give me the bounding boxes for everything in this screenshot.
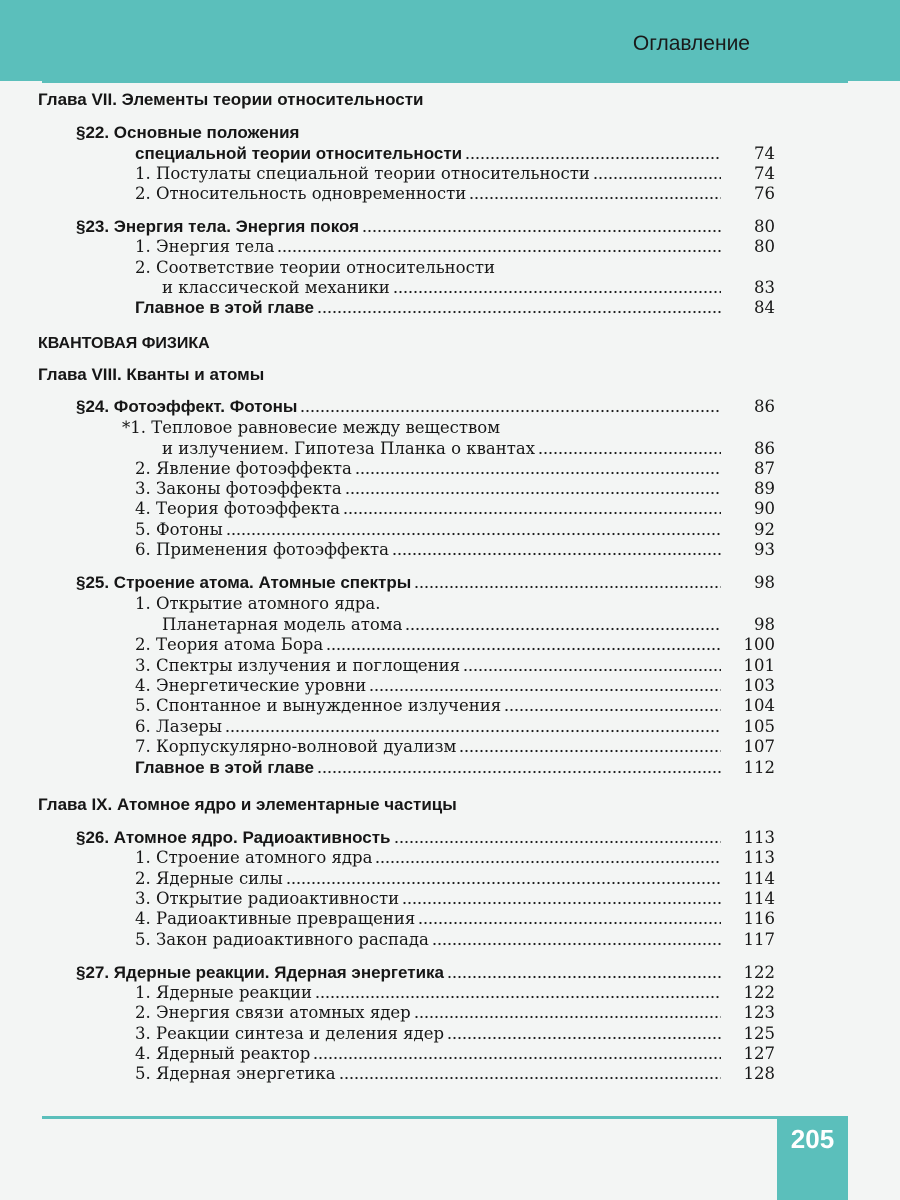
entry-text: §27. Ядерные реакции. Ядерная энергетика bbox=[76, 963, 444, 982]
page-number: 113 bbox=[743, 828, 775, 847]
page-number: 98 bbox=[754, 615, 775, 634]
leader-dots bbox=[405, 627, 721, 631]
toc-entry[interactable] bbox=[135, 930, 775, 950]
toc-entry[interactable] bbox=[135, 1044, 775, 1064]
entry-text: 7. Корпускулярно-волновой дуализм bbox=[135, 737, 457, 756]
entry-text: 5. Фотоны bbox=[135, 520, 223, 539]
entry-text: 5. Спонтанное и вынужденное излучения bbox=[135, 696, 502, 715]
page-number: 105 bbox=[743, 717, 775, 736]
toc-entry[interactable] bbox=[135, 499, 775, 519]
entry-text: 2. Явление фотоэффекта bbox=[135, 459, 352, 478]
page-number: 116 bbox=[743, 909, 775, 928]
page-number: 112 bbox=[743, 758, 775, 777]
entry-text: §25. Строение атома. Атомные спектры bbox=[76, 573, 412, 592]
leader-dots bbox=[447, 1036, 721, 1040]
entry-text: 3. Законы фотоэффекта bbox=[135, 479, 342, 498]
toc-entry[interactable] bbox=[135, 676, 775, 696]
entry-text: 1. Строение атомного ядра bbox=[135, 848, 373, 867]
page-number: 93 bbox=[754, 540, 775, 559]
page-number: 89 bbox=[754, 479, 775, 498]
page-number: 125 bbox=[743, 1024, 775, 1043]
page-number: 98 bbox=[754, 573, 775, 592]
toc-entry[interactable] bbox=[135, 983, 775, 1003]
page-number: 84 bbox=[754, 298, 775, 317]
part-heading: КВАНТОВАЯ ФИЗИКА bbox=[38, 335, 210, 352]
toc-entry[interactable] bbox=[135, 848, 775, 868]
page-number: 107 bbox=[743, 737, 775, 756]
leader-dots bbox=[447, 975, 721, 979]
entry-text: 4. Ядерный реактор bbox=[135, 1044, 311, 1063]
entry-text: 2. Соответствие теории относительности bbox=[135, 258, 495, 277]
page-number: 127 bbox=[743, 1044, 775, 1063]
page-number: 122 bbox=[743, 963, 775, 982]
toc-entry[interactable] bbox=[162, 615, 775, 635]
entry-text: 4. Энергетические уровни bbox=[135, 676, 367, 695]
leader-dots bbox=[432, 942, 721, 946]
entry-text: Главное в этой главе bbox=[135, 758, 314, 777]
entry-text: 5. Ядерная энергетика bbox=[135, 1064, 336, 1083]
page-number: 114 bbox=[743, 869, 775, 888]
leader-dots bbox=[538, 451, 721, 455]
leader-dots bbox=[317, 310, 721, 314]
leader-dots bbox=[225, 729, 721, 733]
leader-dots bbox=[394, 840, 722, 844]
leader-dots bbox=[355, 471, 721, 475]
leader-dots bbox=[286, 881, 721, 885]
leader-dots bbox=[343, 511, 721, 515]
toc-entry[interactable] bbox=[76, 217, 775, 237]
entry-text: и излучением. Гипотеза Планка о квантах bbox=[162, 439, 535, 458]
toc-entry[interactable] bbox=[135, 656, 775, 676]
leader-dots bbox=[402, 901, 721, 905]
toc-entry[interactable] bbox=[135, 144, 775, 164]
page-number: 122 bbox=[743, 983, 775, 1002]
entry-text: 6. Лазеры bbox=[135, 717, 223, 736]
entry-text: *1. Тепловое равновесие между веществом bbox=[122, 418, 501, 437]
page-number: 76 bbox=[754, 184, 775, 203]
leader-dots bbox=[418, 921, 721, 925]
leader-dots bbox=[465, 156, 721, 160]
entry-text: 6. Применения фотоэффекта bbox=[135, 540, 389, 559]
chapter-heading: Глава IX. Атомное ядро и элементарные частицы bbox=[38, 795, 457, 814]
toc-entry[interactable] bbox=[135, 520, 775, 540]
leader-dots bbox=[339, 1076, 721, 1080]
page-number: 123 bbox=[743, 1003, 775, 1022]
toc-entry[interactable] bbox=[135, 1064, 775, 1084]
leader-dots bbox=[463, 668, 721, 672]
entry-text: и классической механики bbox=[162, 278, 390, 297]
toc-entry[interactable] bbox=[162, 439, 775, 459]
entry-text: 1. Открытие атомного ядра. bbox=[135, 594, 381, 613]
leader-dots bbox=[393, 290, 721, 294]
toc-entry[interactable] bbox=[135, 237, 775, 257]
page-number: 80 bbox=[754, 217, 775, 236]
entry-text: Планетарная модель атома bbox=[162, 615, 403, 634]
leader-dots bbox=[369, 688, 721, 692]
toc-entry[interactable] bbox=[135, 164, 775, 184]
footer-rule bbox=[42, 1116, 777, 1119]
toc-entry[interactable] bbox=[76, 828, 775, 848]
leader-dots bbox=[313, 1056, 721, 1060]
page-number: 80 bbox=[754, 237, 775, 256]
entry-text: 1. Ядерные реакции bbox=[135, 983, 313, 1002]
page-number: 100 bbox=[743, 635, 775, 654]
leader-dots bbox=[277, 249, 721, 253]
entry-text: 2. Теория атома Бора bbox=[135, 635, 324, 654]
page-number: 114 bbox=[743, 889, 775, 908]
leader-dots bbox=[459, 749, 721, 753]
toc-entry[interactable] bbox=[162, 278, 775, 298]
entry-text: специальной теории относительности bbox=[135, 144, 463, 163]
entry-text: 5. Закон радиоактивного распада bbox=[135, 930, 429, 949]
entry-text: §24. Фотоэффект. Фотоны bbox=[76, 397, 298, 416]
toc-entry[interactable] bbox=[135, 459, 775, 479]
page-number: 86 bbox=[754, 397, 775, 416]
entry-text: Главное в этой главе bbox=[135, 298, 314, 317]
toc-entry[interactable] bbox=[76, 573, 775, 593]
toc-entry[interactable] bbox=[135, 717, 775, 737]
entry-text: 2. Ядерные силы bbox=[135, 869, 283, 888]
toc-entry[interactable] bbox=[135, 298, 775, 318]
toc-entry[interactable] bbox=[76, 963, 775, 983]
page-number: 113 bbox=[743, 848, 775, 867]
toc-entry[interactable] bbox=[135, 1003, 775, 1023]
page-number: 92 bbox=[754, 520, 775, 539]
entry-text: 2. Энергия связи атомных ядер bbox=[135, 1003, 411, 1022]
entry-text: 1. Энергия тела bbox=[135, 237, 275, 256]
leader-dots bbox=[414, 585, 721, 589]
page-number: 87 bbox=[754, 459, 775, 478]
page-number: 128 bbox=[743, 1064, 775, 1083]
toc-entry[interactable] bbox=[135, 758, 775, 778]
leader-dots bbox=[392, 552, 721, 556]
page-number: 101 bbox=[743, 656, 775, 675]
leader-dots bbox=[317, 770, 721, 774]
toc-entry[interactable] bbox=[135, 479, 775, 499]
section-title: §22. Основные положения bbox=[76, 123, 300, 142]
leader-dots bbox=[226, 532, 721, 536]
toc-entry[interactable] bbox=[135, 869, 775, 889]
leader-dots bbox=[414, 1015, 721, 1019]
entry-text: 4. Радиоактивные превращения bbox=[135, 909, 416, 928]
entry-text: §23. Энергия тела. Энергия покоя bbox=[76, 217, 360, 236]
page-number-badge: 205 bbox=[790, 1124, 835, 1154]
page-number: 90 bbox=[754, 499, 775, 518]
page-number: 74 bbox=[754, 144, 775, 163]
entry-text: 2. Относительность одновременности bbox=[135, 184, 467, 203]
entry-text: 4. Теория фотоэффекта bbox=[135, 499, 340, 518]
chapter-heading: Глава VII. Элементы теории относительности bbox=[38, 90, 424, 109]
leader-dots bbox=[326, 647, 721, 651]
toc-entry[interactable] bbox=[135, 184, 775, 204]
toc-entry[interactable] bbox=[135, 635, 775, 655]
entry-text: 1. Постулаты специальной теории относительности bbox=[135, 164, 590, 183]
leader-dots bbox=[469, 196, 721, 200]
leader-dots bbox=[593, 176, 721, 180]
toc-entry[interactable] bbox=[135, 889, 775, 909]
toc-entry[interactable] bbox=[135, 696, 775, 716]
chapter-heading: Глава VIII. Кванты и атомы bbox=[38, 365, 265, 384]
leader-dots bbox=[300, 409, 721, 413]
page-number: 103 bbox=[743, 676, 775, 695]
leader-dots bbox=[345, 491, 721, 495]
leader-dots bbox=[375, 860, 721, 864]
page-title: Оглавление bbox=[632, 32, 750, 55]
leader-dots bbox=[362, 229, 721, 233]
page-number: 83 bbox=[754, 278, 775, 297]
toc-entry[interactable] bbox=[135, 737, 775, 757]
leader-dots bbox=[315, 995, 721, 999]
entry-text: 3. Спектры излучения и поглощения bbox=[135, 656, 461, 675]
entry-text: 3. Открытие радиоактивности bbox=[135, 889, 400, 908]
page-number: 104 bbox=[743, 696, 775, 715]
leader-dots bbox=[504, 708, 721, 712]
toc-entry[interactable] bbox=[76, 397, 775, 417]
page-number: 74 bbox=[754, 164, 775, 183]
page-number: 86 bbox=[754, 439, 775, 458]
entry-text: §26. Атомное ядро. Радиоактивность bbox=[76, 828, 391, 847]
toc-entry[interactable] bbox=[135, 909, 775, 929]
entry-text: 3. Реакции синтеза и деления ядер bbox=[135, 1024, 445, 1043]
toc-entry[interactable] bbox=[135, 1024, 775, 1044]
toc-entry[interactable] bbox=[135, 540, 775, 560]
page-number: 117 bbox=[743, 930, 775, 949]
